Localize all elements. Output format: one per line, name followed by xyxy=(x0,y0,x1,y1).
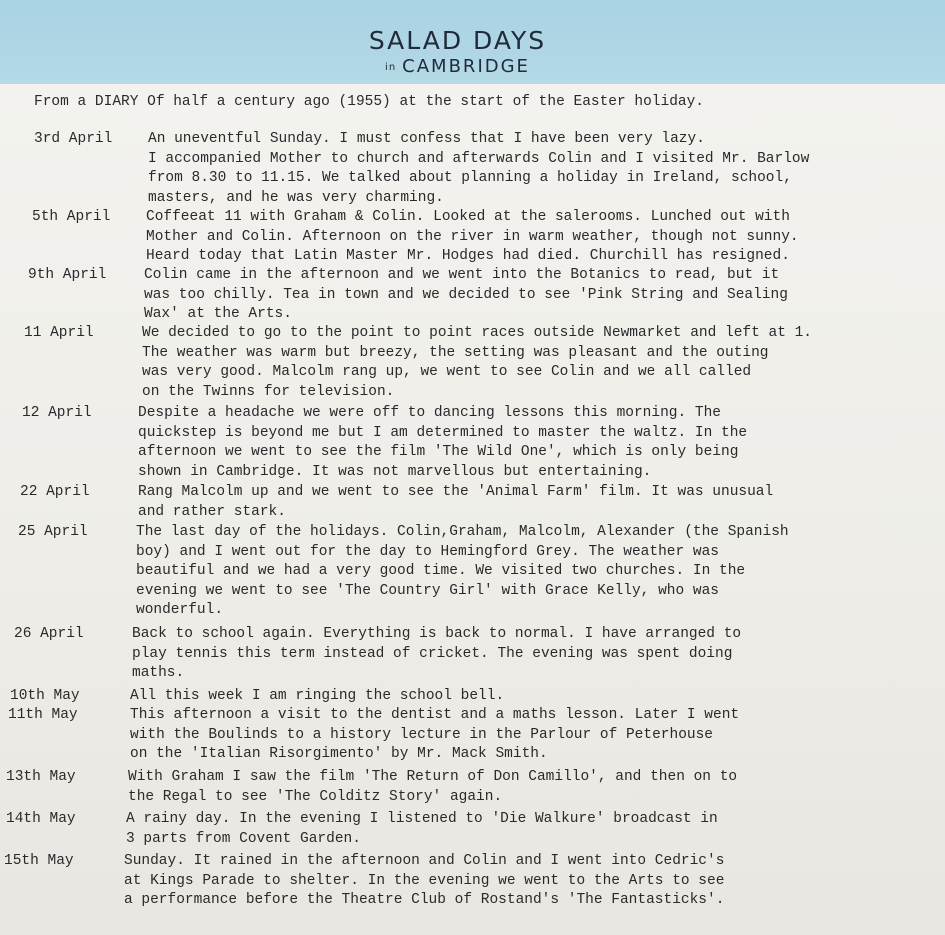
page-title: SALAD DAYS xyxy=(368,26,547,55)
entry-line: was too chilly. Tea in town and we decided to see 'Pink String and Sealing xyxy=(144,286,788,303)
entry-line: With Graham I saw the film 'The Return of Don Camillo', and then on to xyxy=(128,769,738,785)
entry-line: shown in Cambridge. It was not marvellous but entertaining. xyxy=(138,463,652,480)
entry-date: 15th May xyxy=(4,853,74,869)
subtitle-prefix: in xyxy=(385,62,397,73)
entry-line: wonderful. xyxy=(136,602,224,618)
entry-line: All this week I am ringing the school bell. xyxy=(130,688,505,704)
entry-date: 9th April xyxy=(28,267,107,283)
entry-date: 14th May xyxy=(6,811,76,827)
entry-text xyxy=(130,687,920,707)
entry-text xyxy=(130,706,920,765)
entry-line: Coffeeat 11 with Graham & Colin. Looked at the salerooms. Lunched out with xyxy=(146,209,790,225)
entry-line: beautiful and we had a very good time. We visited two churches. In the xyxy=(136,563,746,579)
entry-line: evening we went to see 'The Country Girl' with Grace Kelly, who was xyxy=(136,582,719,599)
entry-line: The last day of the holidays. Colin,Graham, Malcolm, Alexander (the Spanish xyxy=(136,524,789,540)
entry-line: on the Twinns for television. xyxy=(142,383,395,400)
entry-line: Colin came in the afternoon and we went into the Botanics to read, but it xyxy=(144,267,780,283)
entry-line: play tennis this term instead of cricket. The evening was spent doing xyxy=(132,645,733,662)
entry-date: 3rd April xyxy=(34,131,113,147)
entry-date: 12 April xyxy=(22,405,92,421)
subtitle-text: CAMBRIDGE xyxy=(402,56,530,77)
entry-text xyxy=(144,266,934,325)
entry-text xyxy=(132,625,922,684)
page-subtitle xyxy=(0,56,915,77)
entry-line: Back to school again. Everything is back to normal. I have arranged to xyxy=(132,626,742,642)
entry-text xyxy=(128,768,918,807)
entry-line: boy) and I went out for the day to Hemingford Grey. The weather was xyxy=(136,543,719,560)
entry-date: 22 April xyxy=(20,484,90,500)
entry-date: 11th May xyxy=(8,707,78,723)
entry-line: A rainy day. In the evening I listened to 'Die Walkure' broadcast in xyxy=(126,811,718,827)
entry-line: Rang Malcolm up and we went to see the 'Animal Farm' film. It was unusual xyxy=(138,484,774,500)
entry-date: 11 April xyxy=(24,325,94,341)
entry-text xyxy=(138,404,928,482)
entry-line: I accompanied Mother to church and afterwards Colin and I visited Mr. Barlow xyxy=(148,150,810,167)
entry-line: An uneventful Sunday. I must confess that I have been very lazy. xyxy=(148,131,705,147)
intro-line: From a DIARY Of half a century ago (1955) at the start of the Easter holiday. xyxy=(34,94,705,110)
entry-line: was very good. Malcolm rang up, we went to see Colin and we all called xyxy=(142,364,752,380)
entry-line: This afternoon a visit to the dentist and a maths lesson. Later I went xyxy=(130,707,740,723)
entry-line: 3 parts from Covent Garden. xyxy=(126,830,361,847)
entry-line: The weather was warm but breezy, the setting was pleasant and the outing xyxy=(142,344,769,361)
entry-line: Sunday. It rained in the afternoon and Colin and I went into Cedric's xyxy=(124,853,725,869)
entry-line: Wax' at the Arts. xyxy=(144,306,292,322)
entry-date: 13th May xyxy=(6,769,76,785)
entry-text xyxy=(126,810,916,849)
entry-text xyxy=(142,324,932,402)
entry-text xyxy=(138,483,928,522)
entry-line: the Regal to see 'The Colditz Story' again. xyxy=(128,788,503,805)
entry-date: 25 April xyxy=(18,524,88,540)
entry-text xyxy=(124,852,914,911)
entry-text xyxy=(136,523,926,621)
entry-line: from 8.30 to 11.15. We talked about planning a holiday in Ireland, school, xyxy=(148,170,792,186)
entry-line: on the 'Italian Risorgimento' by Mr. Mack Smith. xyxy=(130,746,548,762)
entry-line: a performance before the Theatre Club of Rostand's 'The Fantasticks'. xyxy=(124,892,725,908)
entry-text xyxy=(146,208,936,267)
entry-line: masters, and he was very charming. xyxy=(148,189,444,206)
entry-line: and rather stark. xyxy=(138,503,286,520)
entry-date: 26 April xyxy=(14,626,84,642)
entry-line: We decided to go to the point to point races outside Newmarket and left at 1. xyxy=(142,325,813,341)
entry-line: maths. xyxy=(132,665,185,681)
entry-date: 5th April xyxy=(32,209,111,225)
entry-line: afternoon we went to see the film 'The Wild One', which is only being xyxy=(138,444,739,460)
entry-line: Heard today that Latin Master Mr. Hodges had died. Churchill has resigned. xyxy=(146,248,790,264)
entry-line: Despite a headache we were off to dancing lessons this morning. The xyxy=(138,405,721,421)
entry-line: quickstep is beyond me but I am determined to master the waltz. In the xyxy=(138,424,748,441)
entry-text xyxy=(148,130,938,208)
entry-line: Mother and Colin. Afternoon on the river in warm weather, though not sunny. xyxy=(146,228,799,245)
entry-line: with the Boulinds to a history lecture in the Parlour of Peterhouse xyxy=(130,726,713,743)
entry-date: 10th May xyxy=(10,688,80,704)
entry-line: at Kings Parade to shelter. In the evening we went to the Arts to see xyxy=(124,872,725,889)
